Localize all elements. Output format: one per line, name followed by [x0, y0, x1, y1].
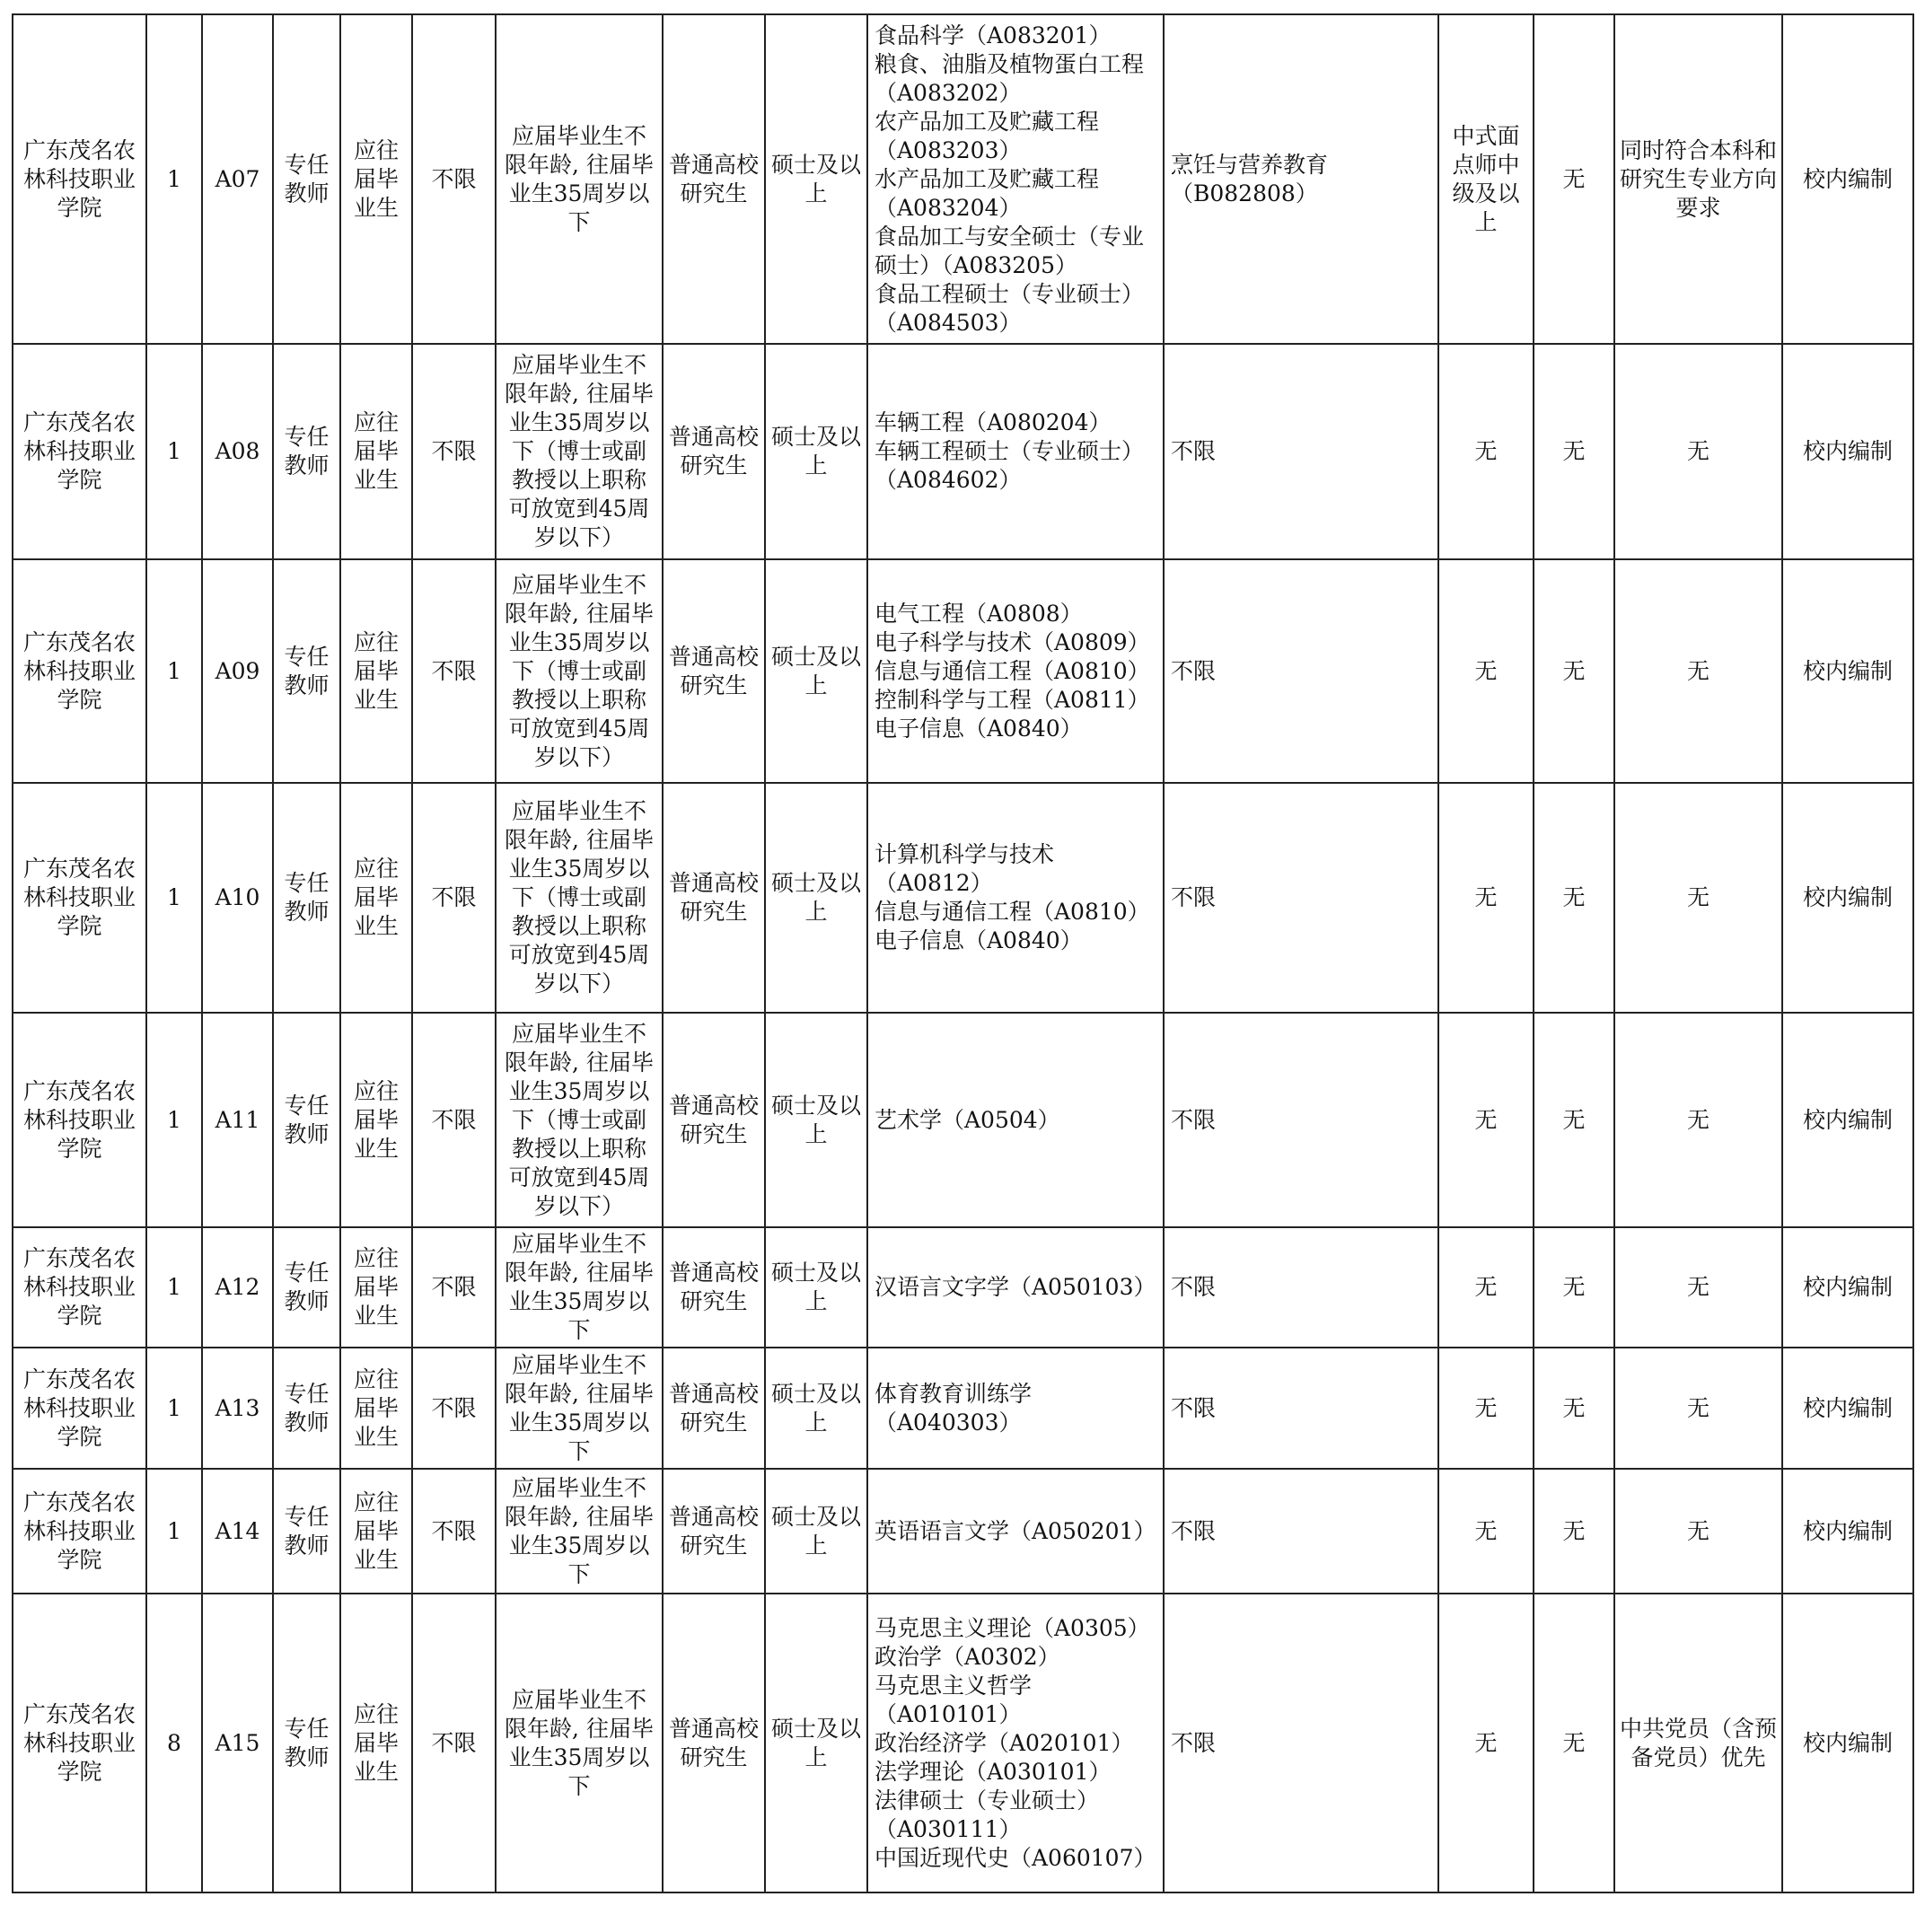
- gender-cell: 不限: [412, 559, 496, 783]
- unit-cell: 广东茂名农林科技职业学院: [13, 1594, 146, 1892]
- unit-cell: 广东茂名农林科技职业学院: [13, 1469, 146, 1594]
- other-requirements-cell: 无: [1614, 1227, 1782, 1348]
- gender-cell: 不限: [412, 1348, 496, 1469]
- education-type-cell: 普通高校研究生: [663, 14, 765, 344]
- education-type-cell: 普通高校研究生: [663, 783, 765, 1013]
- candidate-type-cell: 应往届毕业生: [340, 344, 412, 559]
- experience-cell: 无: [1534, 559, 1614, 783]
- other-requirements-cell: 同时符合本科和研究生专业方向要求: [1614, 14, 1782, 344]
- position-cell: 专任教师: [273, 14, 340, 344]
- candidate-type-cell: 应往届毕业生: [340, 783, 412, 1013]
- table-row: [13, 14, 1913, 344]
- education-type-cell: 普通高校研究生: [663, 1227, 765, 1348]
- position-cell: 专任教师: [273, 1013, 340, 1227]
- position-cell: 专任教师: [273, 1594, 340, 1892]
- experience-cell: 无: [1534, 1227, 1614, 1348]
- bachelor-majors-cell: 烹饪与营养教育（B082808）: [1164, 14, 1438, 344]
- unit-cell: 广东茂名农林科技职业学院: [13, 344, 146, 559]
- master-majors-cell: 马克思主义理论（A0305） 政治学（A0302） 马克思主义哲学（A010101） 政治经济学（A020101） 法学理论（A030101） 法律硕士（专业硕士）（A030111） 中国近现代史（A060107）: [867, 1594, 1164, 1892]
- count-cell: 1: [146, 1469, 202, 1594]
- count-cell: 1: [146, 1348, 202, 1469]
- degree-cell: 硕士及以上: [765, 1469, 867, 1594]
- candidate-type-cell: 应往届毕业生: [340, 1227, 412, 1348]
- experience-cell: 无: [1534, 1469, 1614, 1594]
- position-cell: 专任教师: [273, 1227, 340, 1348]
- staffing-type-cell: 校内编制: [1782, 783, 1913, 1013]
- candidate-type-cell: 应往届毕业生: [340, 1013, 412, 1227]
- master-majors-cell: 车辆工程（A080204） 车辆工程硕士（专业硕士）（A084602）: [867, 344, 1164, 559]
- count-cell: 8: [146, 1594, 202, 1892]
- candidate-type-cell: 应往届毕业生: [340, 14, 412, 344]
- position-code-cell: A13: [202, 1348, 273, 1469]
- table-row: [13, 559, 1913, 783]
- position-cell: 专任教师: [273, 1469, 340, 1594]
- age-requirement-cell: 应届毕业生不限年龄, 往届毕业生35周岁以下（博士或副教授以上职称可放宽到45周岁以下）: [496, 783, 663, 1013]
- age-requirement-cell: 应届毕业生不限年龄, 往届毕业生35周岁以下: [496, 1348, 663, 1469]
- position-code-cell: A10: [202, 783, 273, 1013]
- age-requirement-cell: 应届毕业生不限年龄, 往届毕业生35周岁以下: [496, 1227, 663, 1348]
- bachelor-majors-cell: 不限: [1164, 1348, 1438, 1469]
- unit-cell: 广东茂名农林科技职业学院: [13, 14, 146, 344]
- candidate-type-cell: 应往届毕业生: [340, 1469, 412, 1594]
- position-cell: 专任教师: [273, 783, 340, 1013]
- age-requirement-cell: 应届毕业生不限年龄, 往届毕业生35周岁以下: [496, 1594, 663, 1892]
- experience-cell: 无: [1534, 1348, 1614, 1469]
- gender-cell: 不限: [412, 1013, 496, 1227]
- count-cell: 1: [146, 1013, 202, 1227]
- position-cell: 专任教师: [273, 1348, 340, 1469]
- experience-cell: 无: [1534, 1013, 1614, 1227]
- position-code-cell: A07: [202, 14, 273, 344]
- degree-cell: 硕士及以上: [765, 1227, 867, 1348]
- qualification-cell: 中式面点师中级及以上: [1438, 14, 1534, 344]
- experience-cell: 无: [1534, 783, 1614, 1013]
- qualification-cell: 无: [1438, 1227, 1534, 1348]
- staffing-type-cell: 校内编制: [1782, 344, 1913, 559]
- candidate-type-cell: 应往届毕业生: [340, 1348, 412, 1469]
- education-type-cell: 普通高校研究生: [663, 344, 765, 559]
- age-requirement-cell: 应届毕业生不限年龄, 往届毕业生35周岁以下: [496, 1469, 663, 1594]
- qualification-cell: 无: [1438, 1594, 1534, 1892]
- qualification-cell: 无: [1438, 1469, 1534, 1594]
- table-row: [13, 1348, 1913, 1469]
- staffing-type-cell: 校内编制: [1782, 1594, 1913, 1892]
- gender-cell: 不限: [412, 1469, 496, 1594]
- qualification-cell: 无: [1438, 783, 1534, 1013]
- bachelor-majors-cell: 不限: [1164, 1227, 1438, 1348]
- master-majors-cell: 电气工程（A0808） 电子科学与技术（A0809） 信息与通信工程（A0810） 控制科学与工程（A0811） 电子信息（A0840）: [867, 559, 1164, 783]
- bachelor-majors-cell: 不限: [1164, 1013, 1438, 1227]
- staffing-type-cell: 校内编制: [1782, 1348, 1913, 1469]
- age-requirement-cell: 应届毕业生不限年龄, 往届毕业生35周岁以下（博士或副教授以上职称可放宽到45周岁以下）: [496, 1013, 663, 1227]
- master-majors-cell: 英语语言文学（A050201）: [867, 1469, 1164, 1594]
- qualification-cell: 无: [1438, 344, 1534, 559]
- other-requirements-cell: 无: [1614, 1469, 1782, 1594]
- table-body: [13, 14, 1913, 1892]
- education-type-cell: 普通高校研究生: [663, 559, 765, 783]
- degree-cell: 硕士及以上: [765, 1013, 867, 1227]
- staffing-type-cell: 校内编制: [1782, 1013, 1913, 1227]
- master-majors-cell: 计算机科学与技术（A0812） 信息与通信工程（A0810） 电子信息（A0840）: [867, 783, 1164, 1013]
- unit-cell: 广东茂名农林科技职业学院: [13, 1348, 146, 1469]
- master-majors-cell: 汉语言文字学（A050103）: [867, 1227, 1164, 1348]
- other-requirements-cell: 无: [1614, 1013, 1782, 1227]
- position-cell: 专任教师: [273, 559, 340, 783]
- recruitment-table: [12, 13, 1914, 1893]
- degree-cell: 硕士及以上: [765, 559, 867, 783]
- qualification-cell: 无: [1438, 1013, 1534, 1227]
- other-requirements-cell: 无: [1614, 783, 1782, 1013]
- gender-cell: 不限: [412, 1594, 496, 1892]
- staffing-type-cell: 校内编制: [1782, 559, 1913, 783]
- experience-cell: 无: [1534, 14, 1614, 344]
- degree-cell: 硕士及以上: [765, 783, 867, 1013]
- education-type-cell: 普通高校研究生: [663, 1013, 765, 1227]
- education-type-cell: 普通高校研究生: [663, 1469, 765, 1594]
- gender-cell: 不限: [412, 14, 496, 344]
- experience-cell: 无: [1534, 344, 1614, 559]
- bachelor-majors-cell: 不限: [1164, 1594, 1438, 1892]
- master-majors-cell: 食品科学（A083201） 粮食、油脂及植物蛋白工程（A083202） 农产品加工及贮藏工程（A083203） 水产品加工及贮藏工程（A083204） 食品加工与安全硕士（专业硕士）（A083205） 食品工程硕士（专业硕士）（A084503）: [867, 14, 1164, 344]
- other-requirements-cell: 中共党员（含预备党员）优先: [1614, 1594, 1782, 1892]
- bachelor-majors-cell: 不限: [1164, 559, 1438, 783]
- table-row: [13, 783, 1913, 1013]
- gender-cell: 不限: [412, 783, 496, 1013]
- staffing-type-cell: 校内编制: [1782, 14, 1913, 344]
- table-row: [13, 1227, 1913, 1348]
- position-code-cell: A12: [202, 1227, 273, 1348]
- count-cell: 1: [146, 1227, 202, 1348]
- staffing-type-cell: 校内编制: [1782, 1469, 1913, 1594]
- position-code-cell: A08: [202, 344, 273, 559]
- position-code-cell: A14: [202, 1469, 273, 1594]
- position-code-cell: A15: [202, 1594, 273, 1892]
- position-cell: 专任教师: [273, 344, 340, 559]
- count-cell: 1: [146, 783, 202, 1013]
- staffing-type-cell: 校内编制: [1782, 1227, 1913, 1348]
- age-requirement-cell: 应届毕业生不限年龄, 往届毕业生35周岁以下: [496, 14, 663, 344]
- table-row: [13, 344, 1913, 559]
- degree-cell: 硕士及以上: [765, 14, 867, 344]
- education-type-cell: 普通高校研究生: [663, 1348, 765, 1469]
- other-requirements-cell: 无: [1614, 559, 1782, 783]
- unit-cell: 广东茂名农林科技职业学院: [13, 559, 146, 783]
- degree-cell: 硕士及以上: [765, 1594, 867, 1892]
- other-requirements-cell: 无: [1614, 1348, 1782, 1469]
- bachelor-majors-cell: 不限: [1164, 783, 1438, 1013]
- candidate-type-cell: 应往届毕业生: [340, 559, 412, 783]
- unit-cell: 广东茂名农林科技职业学院: [13, 1013, 146, 1227]
- gender-cell: 不限: [412, 1227, 496, 1348]
- master-majors-cell: 体育教育训练学（A040303）: [867, 1348, 1164, 1469]
- master-majors-cell: 艺术学（A0504）: [867, 1013, 1164, 1227]
- bachelor-majors-cell: 不限: [1164, 1469, 1438, 1594]
- table-row: [13, 1594, 1913, 1892]
- age-requirement-cell: 应届毕业生不限年龄, 往届毕业生35周岁以下（博士或副教授以上职称可放宽到45周岁以下）: [496, 559, 663, 783]
- bachelor-majors-cell: 不限: [1164, 344, 1438, 559]
- qualification-cell: 无: [1438, 559, 1534, 783]
- count-cell: 1: [146, 344, 202, 559]
- table-row: [13, 1013, 1913, 1227]
- gender-cell: 不限: [412, 344, 496, 559]
- qualification-cell: 无: [1438, 1348, 1534, 1469]
- candidate-type-cell: 应往届毕业生: [340, 1594, 412, 1892]
- unit-cell: 广东茂名农林科技职业学院: [13, 1227, 146, 1348]
- count-cell: 1: [146, 14, 202, 344]
- education-type-cell: 普通高校研究生: [663, 1594, 765, 1892]
- position-code-cell: A09: [202, 559, 273, 783]
- degree-cell: 硕士及以上: [765, 344, 867, 559]
- position-code-cell: A11: [202, 1013, 273, 1227]
- table-row: [13, 1469, 1913, 1594]
- count-cell: 1: [146, 559, 202, 783]
- age-requirement-cell: 应届毕业生不限年龄, 往届毕业生35周岁以下（博士或副教授以上职称可放宽到45周岁以下）: [496, 344, 663, 559]
- other-requirements-cell: 无: [1614, 344, 1782, 559]
- experience-cell: 无: [1534, 1594, 1614, 1892]
- unit-cell: 广东茂名农林科技职业学院: [13, 783, 146, 1013]
- degree-cell: 硕士及以上: [765, 1348, 867, 1469]
